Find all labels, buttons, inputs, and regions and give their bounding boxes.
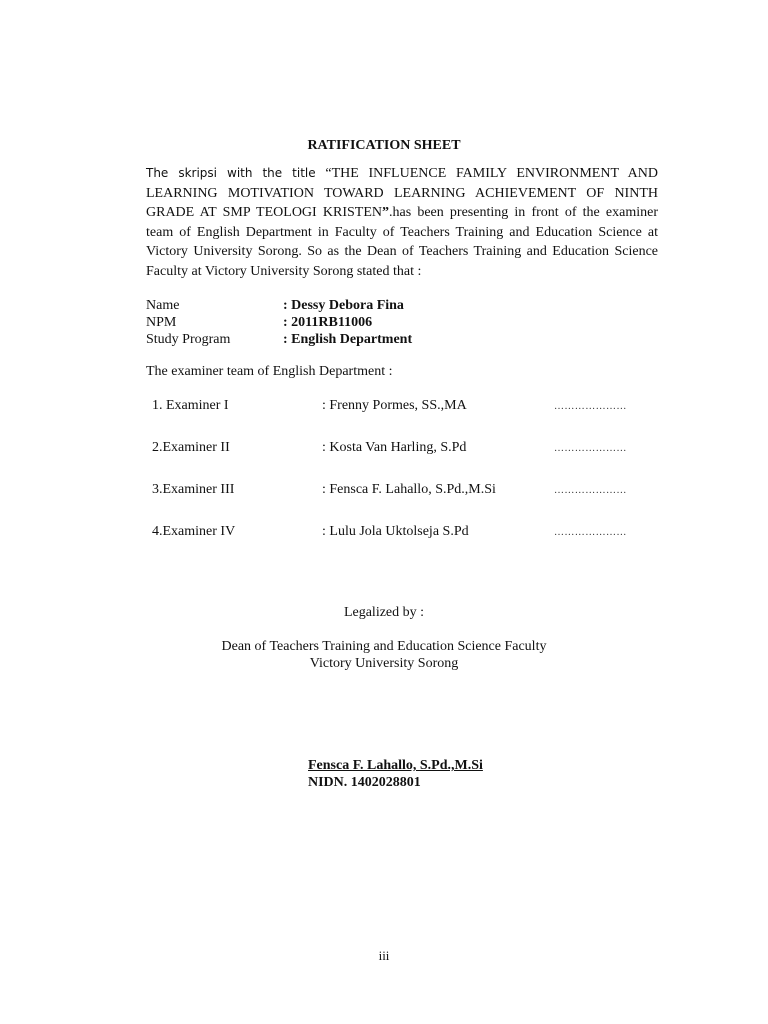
- signature-line: …………………: [554, 443, 627, 454]
- examiner-name: : Fensca F. Lahallo, S.Pd.,M.Si: [322, 482, 496, 497]
- paragraph-body: .has been presenting in front of the examiner team of English Department in Faculty of Teachers Training and Education Science at Victory University Sorong. So as the Dean of Teachers Training and Education Science Faculty at Victory University Sorong stated that :: [146, 205, 659, 279]
- student-program-row: [146, 331, 412, 348]
- examiner-row: [152, 398, 662, 416]
- examiner-name: : Frenny Pormes, SS.,MA: [322, 398, 467, 413]
- student-npm-row: [146, 314, 372, 331]
- examiner-label: 1. Examiner I: [152, 398, 229, 413]
- legalized-by: Legalized by :: [343, 605, 425, 620]
- paragraph-lead: The skripsi with the title: [146, 166, 316, 180]
- open-quote: “: [325, 166, 332, 181]
- examiner-row: [152, 440, 662, 458]
- program-label: Study Program: [146, 332, 231, 347]
- signature-line: …………………: [554, 527, 627, 538]
- dean-title: Dean of Teachers Training and Education Science Faculty: [221, 639, 547, 654]
- page-number: iii: [378, 948, 390, 963]
- signer-name: Fensca F. Lahallo, S.Pd.,M.Si: [308, 758, 483, 773]
- name-value: : Dessy Debora Fina: [283, 298, 404, 313]
- examiner-label: 4.Examiner IV: [152, 524, 236, 539]
- signer-nidn: NIDN. 1402028801: [308, 775, 421, 790]
- program-value: : English Department: [283, 332, 413, 347]
- name-label: Name: [146, 298, 180, 313]
- page-title: RATIFICATION SHEET: [307, 138, 461, 153]
- examiner-label: 2.Examiner II: [152, 440, 230, 455]
- examiner-row: [152, 482, 662, 500]
- npm-value: : 2011RB11006: [283, 315, 373, 330]
- npm-label: NPM: [146, 315, 177, 330]
- thesis-title: THE INFLUENCE FAMILY ENVIRONMENT AND LEARNING MOTIVATION TOWARD LEARNING ACHIEVEMENT OF NINTH GRADE AT SMP TEOLOGI KRISTEN: [146, 166, 658, 220]
- examiner-label: 3.Examiner III: [152, 482, 235, 497]
- examiner-row: [152, 524, 662, 542]
- examiner-intro: The examiner team of English Department :: [146, 364, 393, 379]
- examiner-name: : Kosta Van Harling, S.Pd: [322, 440, 467, 455]
- student-name-row: [146, 297, 404, 314]
- ratification-paragraph: [146, 164, 658, 281]
- signature-line: …………………: [554, 401, 627, 412]
- signature-line: …………………: [554, 485, 627, 496]
- examiner-name: : Lulu Jola Uktolseja S.Pd: [322, 524, 469, 539]
- close-quote: ”: [381, 205, 389, 220]
- university-name: Victory University Sorong: [309, 656, 459, 671]
